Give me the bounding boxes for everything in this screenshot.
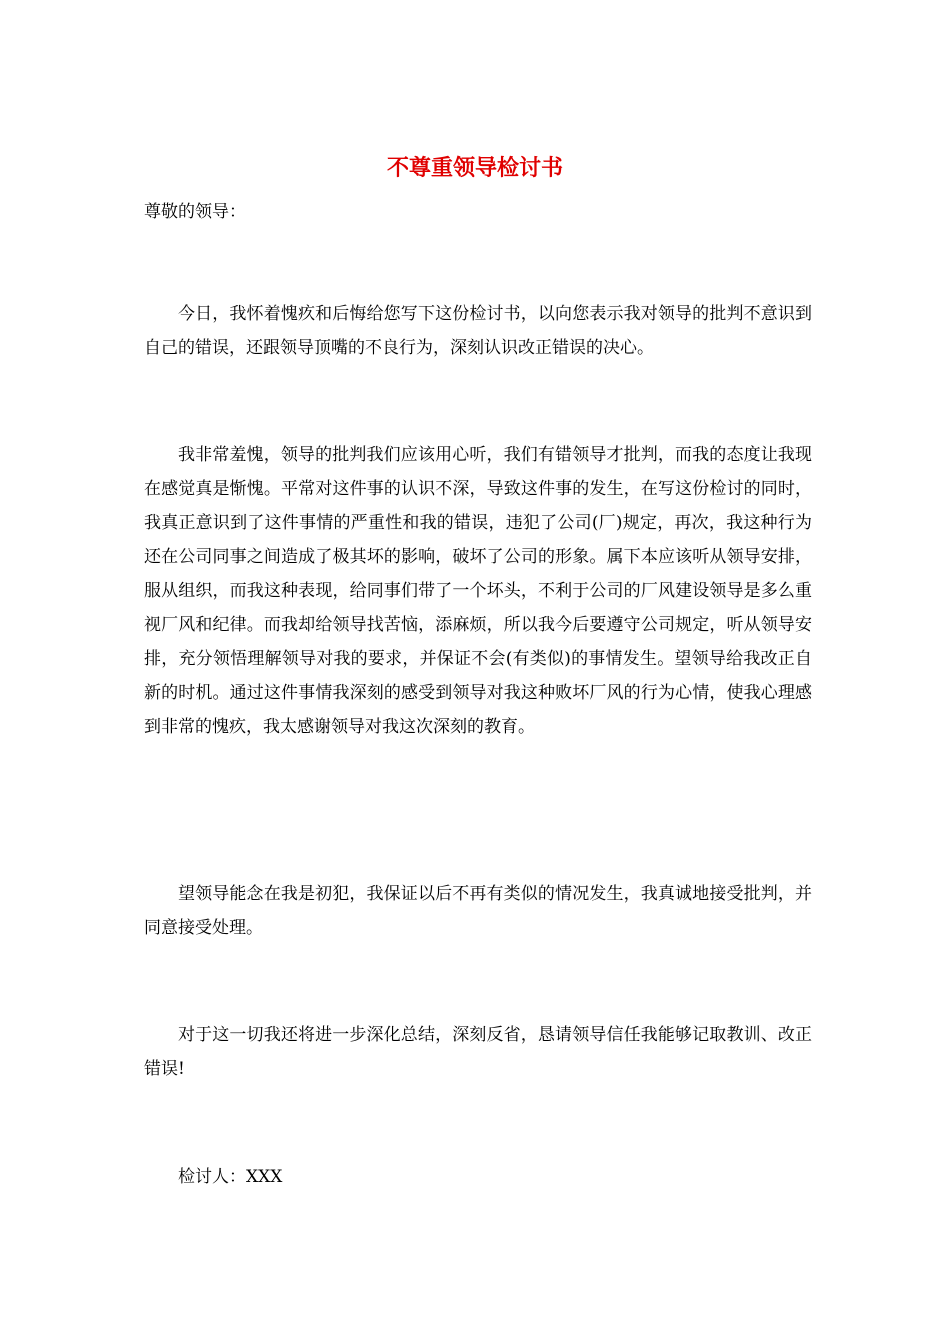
- paragraph-promise: 望领导能念在我是初犯，我保证以后不再有类似的情况发生，我真诚地接受批判，并同意接受处理。: [144, 884, 812, 938]
- paragraph-closing: 对于这一切我还将进一步深化总结，深刻反省，恳请领导信任我能够记取教训、改正错误!: [144, 1025, 812, 1079]
- paragraph-reflection: 我非常羞愧，领导的批判我们应该用心听，我们有错领导才批判，而我的态度让我现在感觉真是惭愧。平常对这件事的认识不深，导致这件事的发生，在写这份检讨的同时，我真正意识到了这件事情的严重性和我的错误，违犯了公司(厂)规定，再次，我这种行为还在公司同事之间造成了极其坏的影响，破坏了公司的形象。属下本应该听从领导安排，服从组织，而我这种表现，给同事们带了一个坏头，不利于公司的厂风建设领导是多么重视厂风和纪律。而我却给领导找苦恼，添麻烦，所以我今后要遵守公司规定，听从领导安排，充分领悟理解领导对我的要求，并保证不会(有类似)的事情发生。望领导给我改正自新的时机。通过这件事情我深刻的感受到领导对我这种败坏厂风的行为心情，使我心理感到非常的愧疚，我太感谢领导对我这次深刻的教育。: [144, 445, 812, 737]
- salutation: 尊敬的领导：: [144, 202, 246, 222]
- signature: 检讨人：XXX: [178, 1167, 283, 1187]
- paragraph-apology: 今日，我怀着愧疚和后悔给您写下这份检讨书，以向您表示我对领导的批判不意识到自己的错误，还跟领导顶嘴的不良行为，深刻认识改正错误的决心。: [144, 304, 812, 358]
- document-title: 不尊重领导检讨书: [386, 155, 563, 181]
